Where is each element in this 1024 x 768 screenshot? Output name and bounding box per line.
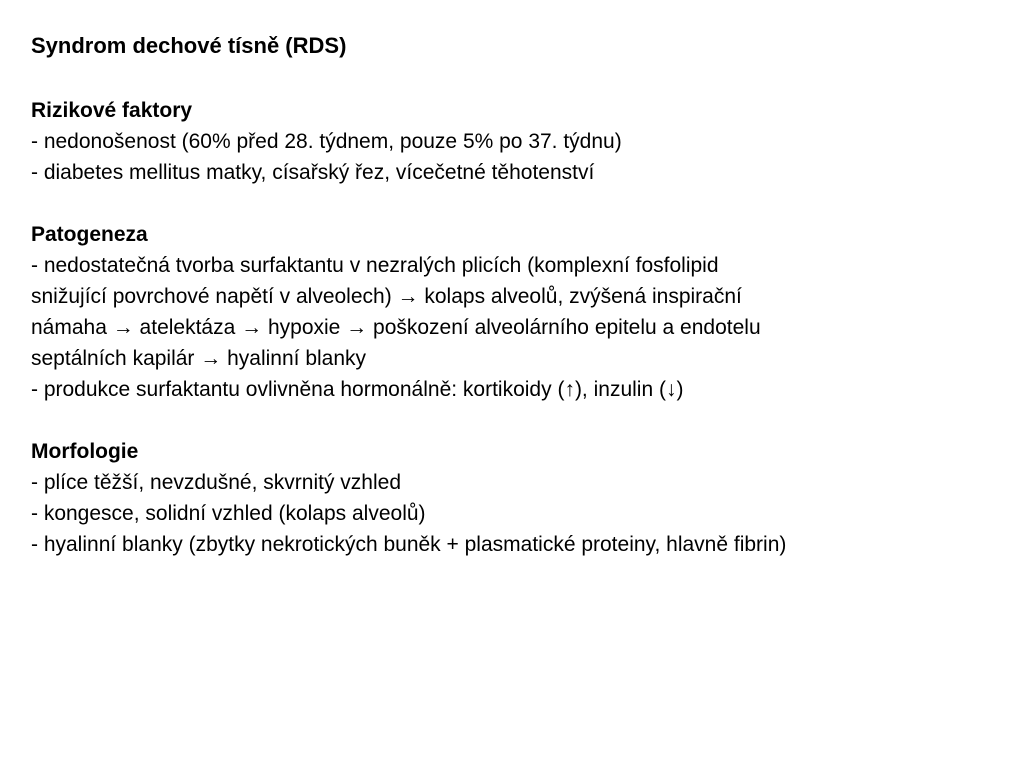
text-line: - hyalinní blanky (zbytky nekrotických buněk + plasmatické proteiny, hlavně fibrin) (31, 533, 787, 556)
section-heading: Patogeneza (31, 223, 148, 246)
text-line: septálních kapilár → hyalinní blanky (31, 347, 367, 370)
text-line: - diabetes mellitus matky, císařský řez, vícečetné těhotenství (31, 161, 595, 184)
text-line: - nedonošenost (60% před 28. týdnem, pouze 5% po 37. týdnu) (31, 130, 622, 153)
text-line: snižující povrchové napětí v alveolech) → kolaps alveolů, zvýšená inspirační (31, 285, 742, 308)
text-line: - produkce surfaktantu ovlivněna hormonálně: kortikoidy (↑), inzulin (↓) (31, 378, 684, 401)
text-line: - plíce těžší, nevzdušné, skvrnitý vzhled (31, 471, 401, 494)
section-heading: Morfologie (31, 440, 139, 463)
section-morphology (31, 436, 994, 560)
section-risk-factors (31, 95, 994, 188)
text-line: - nedostatečná tvorba surfaktantu v nezralých plicích (komplexní fosfolipid (31, 254, 719, 277)
text-line: námaha → atelektáza → hypoxie → poškození alveolárního epitelu a endotelu (31, 316, 761, 339)
text-line: - kongesce, solidní vzhled (kolaps alveolů) (31, 502, 426, 525)
slide-title: Syndrom dechové tísně (RDS) (31, 33, 347, 58)
section-pathogenesis (31, 219, 994, 405)
section-heading: Rizikové faktory (31, 99, 193, 122)
